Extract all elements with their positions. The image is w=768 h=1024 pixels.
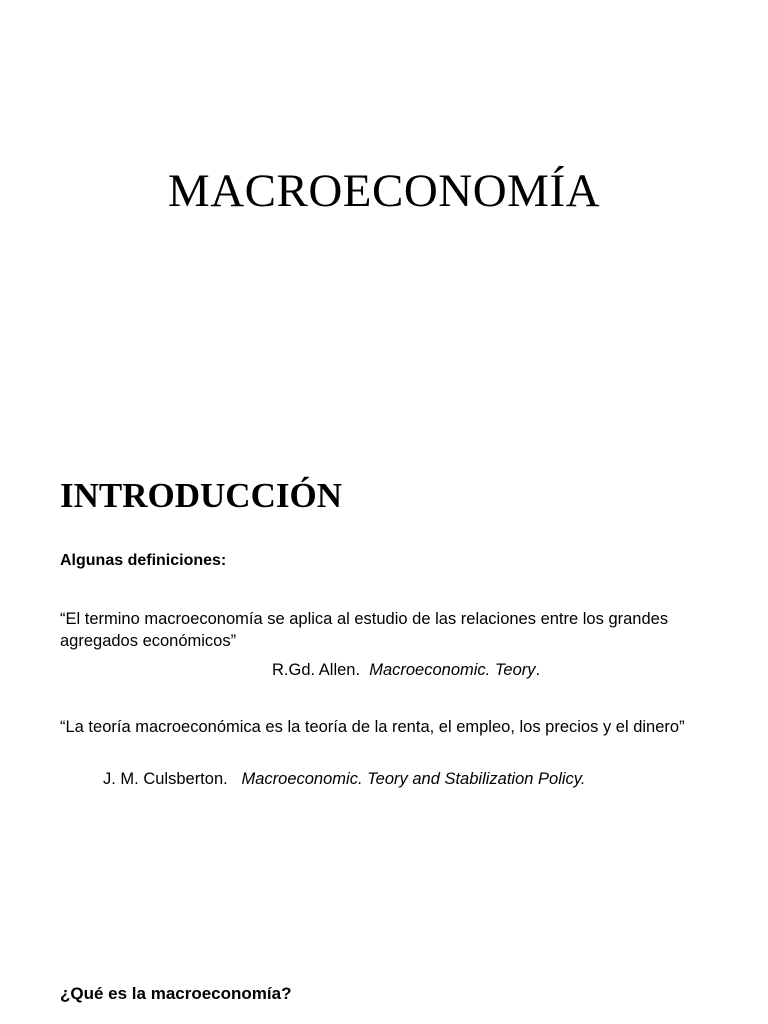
attribution-work: Macroeconomic. Teory and Stabilization Policy. — [241, 770, 586, 788]
attribution-author: R.Gd. Allen. — [272, 661, 361, 679]
attribution-author: J. M. Culsberton. — [103, 770, 228, 788]
definition-quote-1: “El termino macroeconomía se aplica al estudio de las relaciones entre los grandes agregados económicos” — [60, 610, 669, 650]
question-heading: ¿Qué es la macroeconomía? — [60, 984, 292, 1003]
definition-quote-2: “La teoría macroeconómica es la teoría de la renta, el empleo, los precios y el dinero” — [60, 718, 685, 736]
definition-attribution-1 — [272, 659, 540, 681]
attribution-suffix: . — [535, 661, 541, 679]
attribution-work: Macroeconomic. Teory — [369, 661, 536, 679]
definition-attribution-2 — [103, 768, 585, 790]
section-title-introduccion: INTRODUCCIÓN — [60, 476, 342, 515]
document-title: MACROECONOMÍA — [167, 165, 601, 217]
definitions-subheading: Algunas definiciones: — [60, 552, 227, 569]
